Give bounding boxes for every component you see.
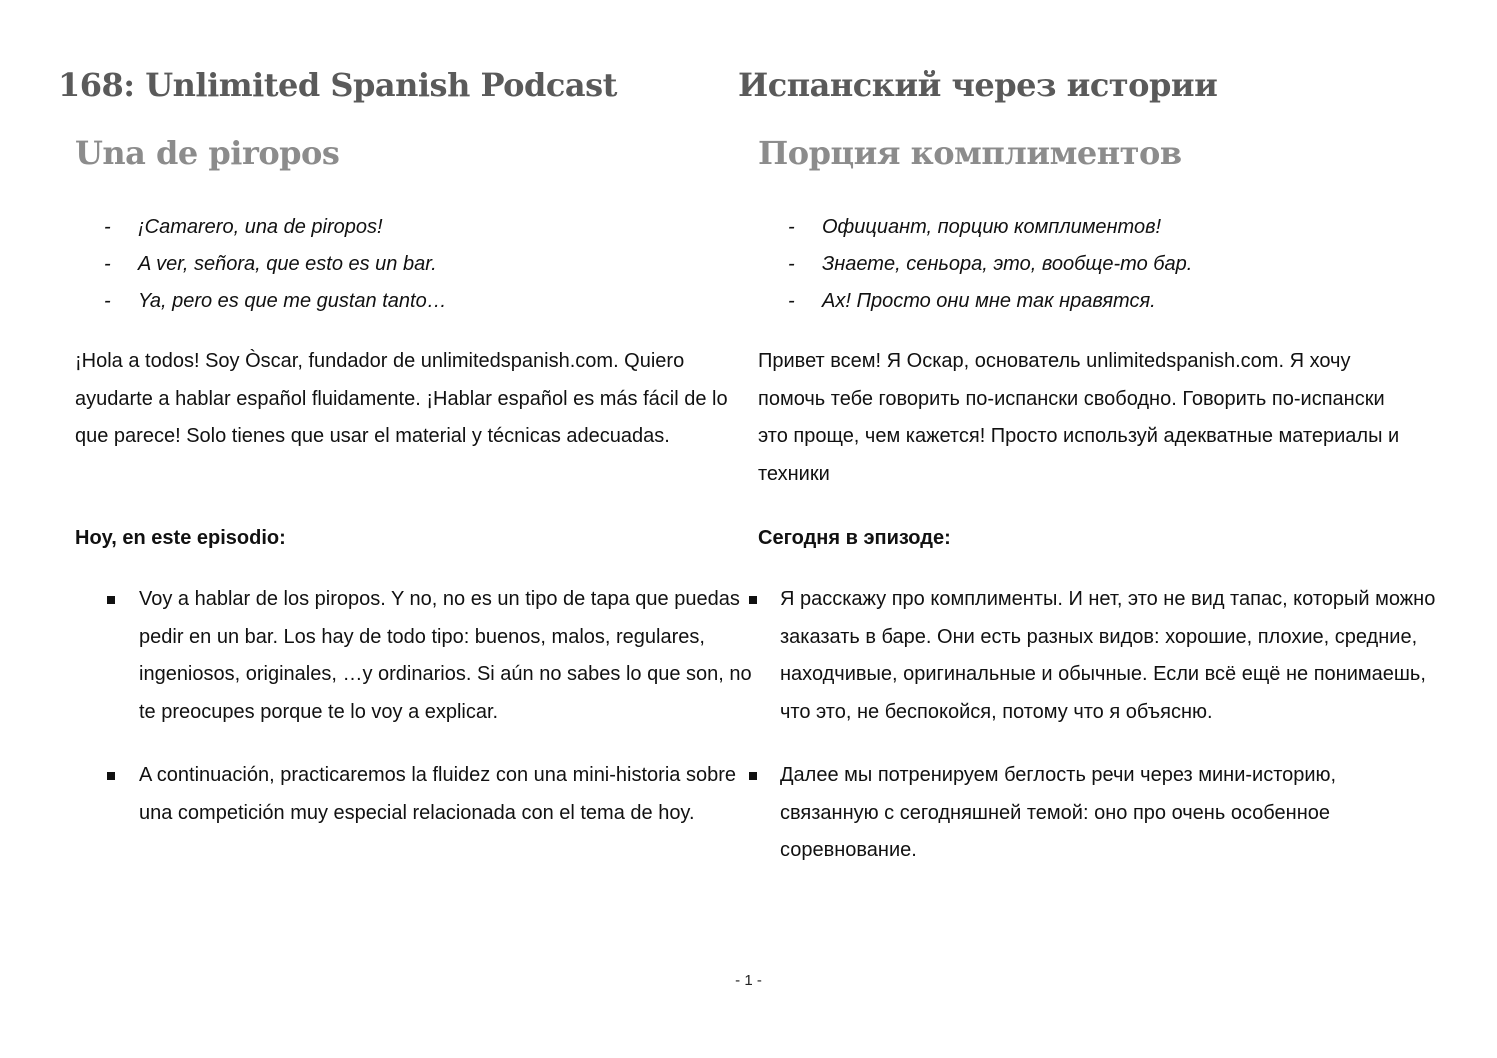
intro-paragraph: ¡Hola a todos! Soy Òscar, fundador de unlimitedspanish.com. Quiero ayudarte a hablar español fluidamente. ¡Hablar español es más fácil de lo que parece! Solo tienes que usar el material y técnicas adecuadas. bbox=[75, 350, 728, 447]
bullet-item bbox=[746, 757, 1436, 870]
dialog-list bbox=[104, 209, 447, 320]
bullet-text: A continuación, practicaremos la fluidez con una mini-historia sobre una competición muy especial relacionada con el tema de hoy. bbox=[139, 764, 736, 824]
dash-marker: - bbox=[104, 253, 111, 275]
dialog-line bbox=[788, 246, 1192, 283]
dialog-text: Ах! Просто они мне так нравятся. bbox=[822, 290, 1156, 312]
dialog-line bbox=[104, 283, 447, 320]
dialog-line bbox=[104, 209, 447, 246]
dash-marker: - bbox=[788, 290, 795, 312]
square-bullet-icon bbox=[749, 772, 757, 780]
dialog-text: A ver, señora, que esto es un bar. bbox=[138, 253, 437, 275]
dialog-text: ¡Camarero, una de piropos! bbox=[138, 216, 383, 238]
intro-paragraph-translation: Привет всем! Я Оскар, основатель unlimitedspanish.com. Я хочу помочь тебе говорить по-испански свободно. Говорить по-испански это проще, чем кажется! Просто используй адекватные материалы и техники bbox=[758, 350, 1400, 485]
bullet-text: Далее мы потренируем беглость речи через мини-историю, связанную с сегодняшней темой: оно про очень особенное соревнование. bbox=[780, 764, 1337, 861]
square-bullet-icon bbox=[749, 596, 757, 604]
dash-marker: - bbox=[104, 290, 111, 312]
dash-marker: - bbox=[788, 253, 795, 275]
episode-title: Una de piropos bbox=[75, 134, 340, 172]
episode-heading: Hoy, en este episodio: bbox=[75, 527, 286, 549]
dialog-line bbox=[788, 209, 1192, 246]
episode-bullet-list-translation bbox=[746, 581, 1436, 896]
episode-bullet-list bbox=[104, 581, 752, 858]
square-bullet-icon bbox=[107, 596, 115, 604]
dialog-text: Официант, порцию комплиментов! bbox=[822, 216, 1162, 238]
bullet-text: Я расскажу про комплименты. И нет, это не вид тапас, который можно заказать в баре. Они есть разных видов: хорошие, плохие, средние, находчивые, оригинальные и обычные. Если всё ещё не понимаешь, что это, не беспокойся, потому что я объясню. bbox=[780, 588, 1436, 723]
dialog-line bbox=[104, 246, 447, 283]
bullet-text: Voy a hablar de los piropos. Y no, no es un tipo de tapa que puedas pedir en un bar. Los hay de todo tipo: buenos, malos, regulares, ingeniosos, originales, …y ordinarios. Si aún no sabes lo que son, no te preocupes porque te lo voy a explicar. bbox=[139, 588, 752, 723]
page-title: 168: Unlimited Spanish Podcast bbox=[58, 66, 617, 104]
dialog-text: Знаете, сеньора, это, вообще-то бар. bbox=[822, 253, 1193, 275]
square-bullet-icon bbox=[107, 772, 115, 780]
dialog-line bbox=[788, 283, 1192, 320]
dialog-text: Ya, pero es que me gustan tanto… bbox=[138, 290, 447, 312]
dash-marker: - bbox=[788, 216, 795, 238]
dash-marker: - bbox=[104, 216, 111, 238]
bullet-item bbox=[104, 757, 752, 832]
page-title-translation: Испанский через истории bbox=[738, 66, 1218, 104]
bullet-item bbox=[104, 581, 752, 731]
bullet-item bbox=[746, 581, 1436, 731]
page-number: - 1 - bbox=[735, 972, 762, 989]
episode-heading-translation: Сегодня в эпизоде: bbox=[758, 527, 951, 549]
episode-title-translation: Порция комплиментов bbox=[758, 134, 1182, 172]
dialog-list-translation bbox=[788, 209, 1192, 320]
